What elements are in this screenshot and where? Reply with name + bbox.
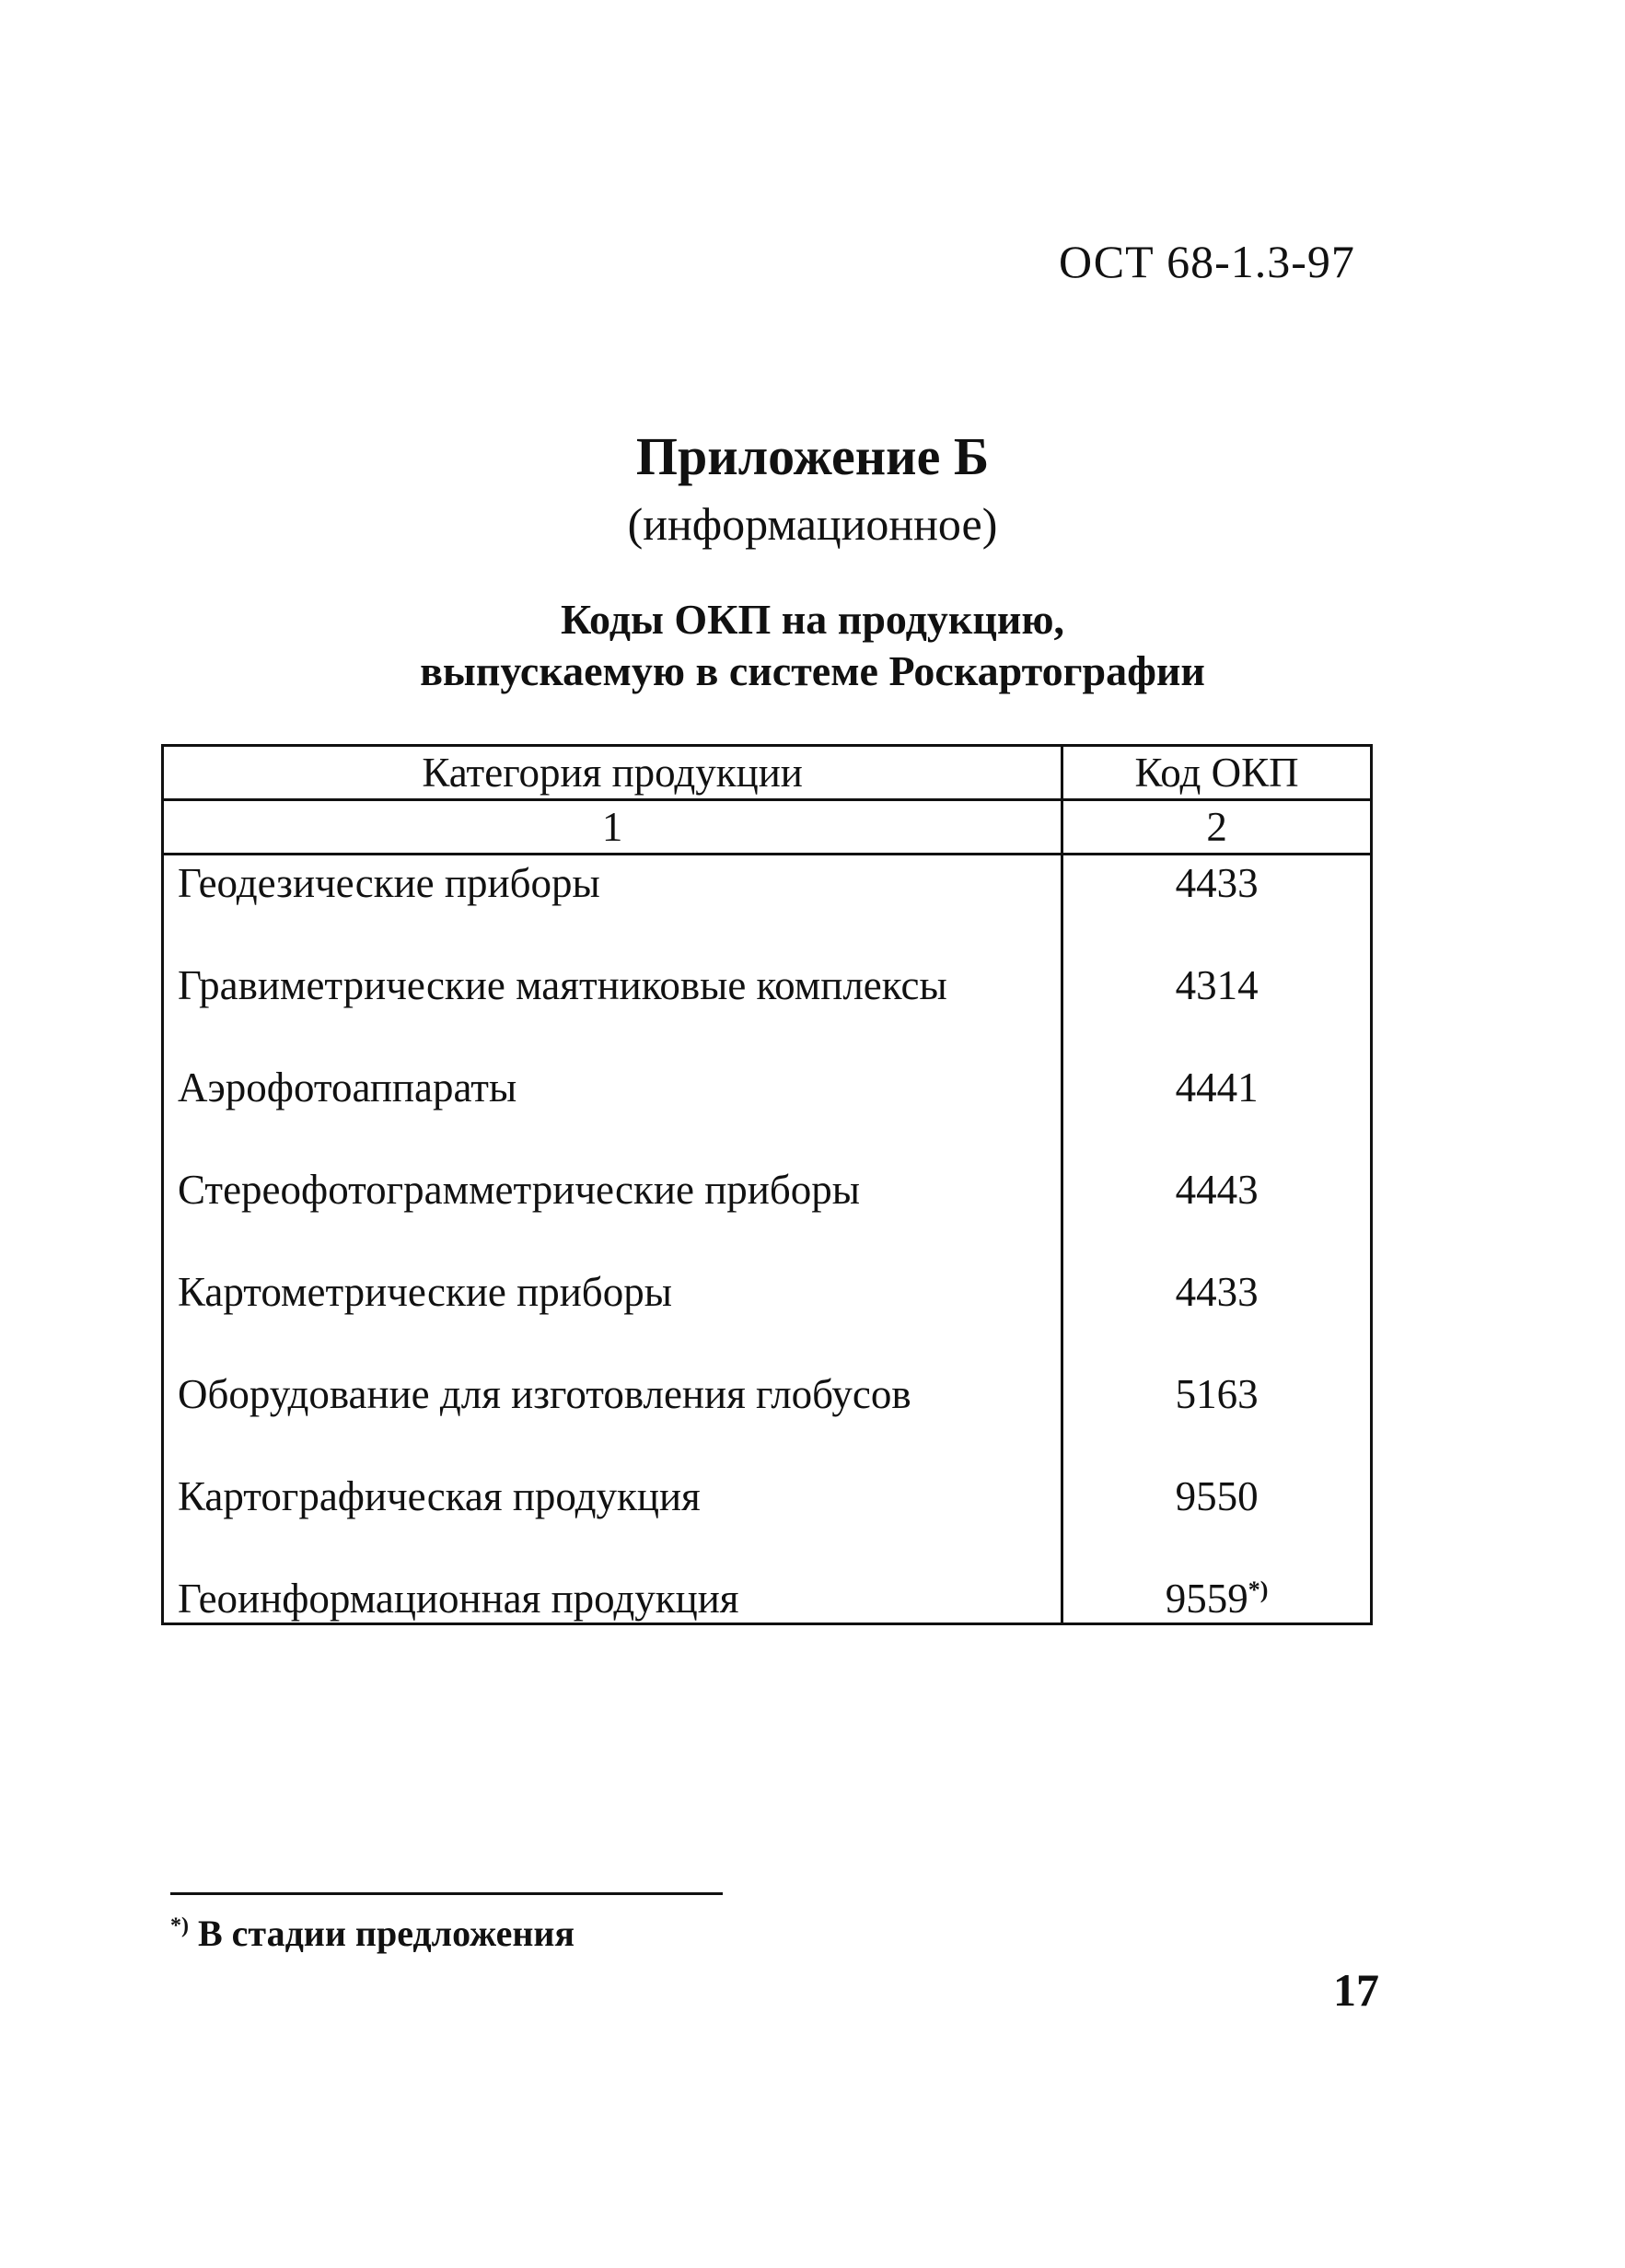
footnote-mark: *): [170, 1913, 189, 1938]
category-cell: Гравиметрические маятниковые комплексы: [163, 958, 1062, 1060]
table-caption-line-1: Коды ОКП на продукцию,: [560, 596, 1065, 643]
appendix-title: Приложение Б: [635, 426, 990, 486]
table-row: [163, 958, 1372, 1060]
code-cell: 4314: [1062, 958, 1372, 1060]
footnote-text: В стадии предложения: [198, 1913, 575, 1954]
column-number-2: 2: [1062, 800, 1372, 855]
table-row: [163, 1060, 1372, 1162]
document-code: ОСТ 68-1.3-97: [1059, 236, 1355, 287]
code-cell: 5163: [1062, 1367, 1372, 1469]
table-column-number-row: [163, 800, 1372, 855]
category-cell: Картографическая продукция: [163, 1469, 1062, 1571]
column-number-1: 1: [163, 800, 1062, 855]
code-cell: 9550: [1062, 1469, 1372, 1571]
appendix-subtitle: (информационное): [627, 498, 998, 550]
header-category: Категория продукции: [163, 746, 1062, 800]
table-row: [163, 1367, 1372, 1469]
category-cell: Геодезические приборы: [163, 855, 1062, 959]
table-row: [163, 1469, 1372, 1571]
category-cell: Аэрофотоаппараты: [163, 1060, 1062, 1162]
footnote-divider: [170, 1892, 723, 1895]
code-cell: [1062, 1571, 1372, 1624]
code-cell: 4441: [1062, 1060, 1372, 1162]
table-caption-line-2: выпускаемую в системе Роскартографии: [420, 647, 1205, 694]
code-cell: 4433: [1062, 855, 1372, 959]
code-cell: 4433: [1062, 1264, 1372, 1367]
table-caption: [0, 594, 1625, 697]
footnote: [170, 1912, 575, 1955]
okp-codes-table: [161, 744, 1373, 1625]
table-header-row: [163, 746, 1372, 800]
footnote-marker: *): [1248, 1576, 1269, 1603]
category-cell: Геоинформационная продукция: [163, 1571, 1062, 1624]
page-number: 17: [1333, 1964, 1379, 2016]
table-row: [163, 1571, 1372, 1624]
table-row: [163, 1162, 1372, 1264]
category-cell: Картометрические приборы: [163, 1264, 1062, 1367]
table-row: [163, 855, 1372, 959]
table-row: [163, 1264, 1372, 1367]
category-cell: Оборудование для изготовления глобусов: [163, 1367, 1062, 1469]
code-cell: 4443: [1062, 1162, 1372, 1264]
header-okp-code: Код ОКП: [1062, 746, 1372, 800]
category-cell: Стереофотограмметрические приборы: [163, 1162, 1062, 1264]
code-value: 9559: [1165, 1576, 1248, 1622]
